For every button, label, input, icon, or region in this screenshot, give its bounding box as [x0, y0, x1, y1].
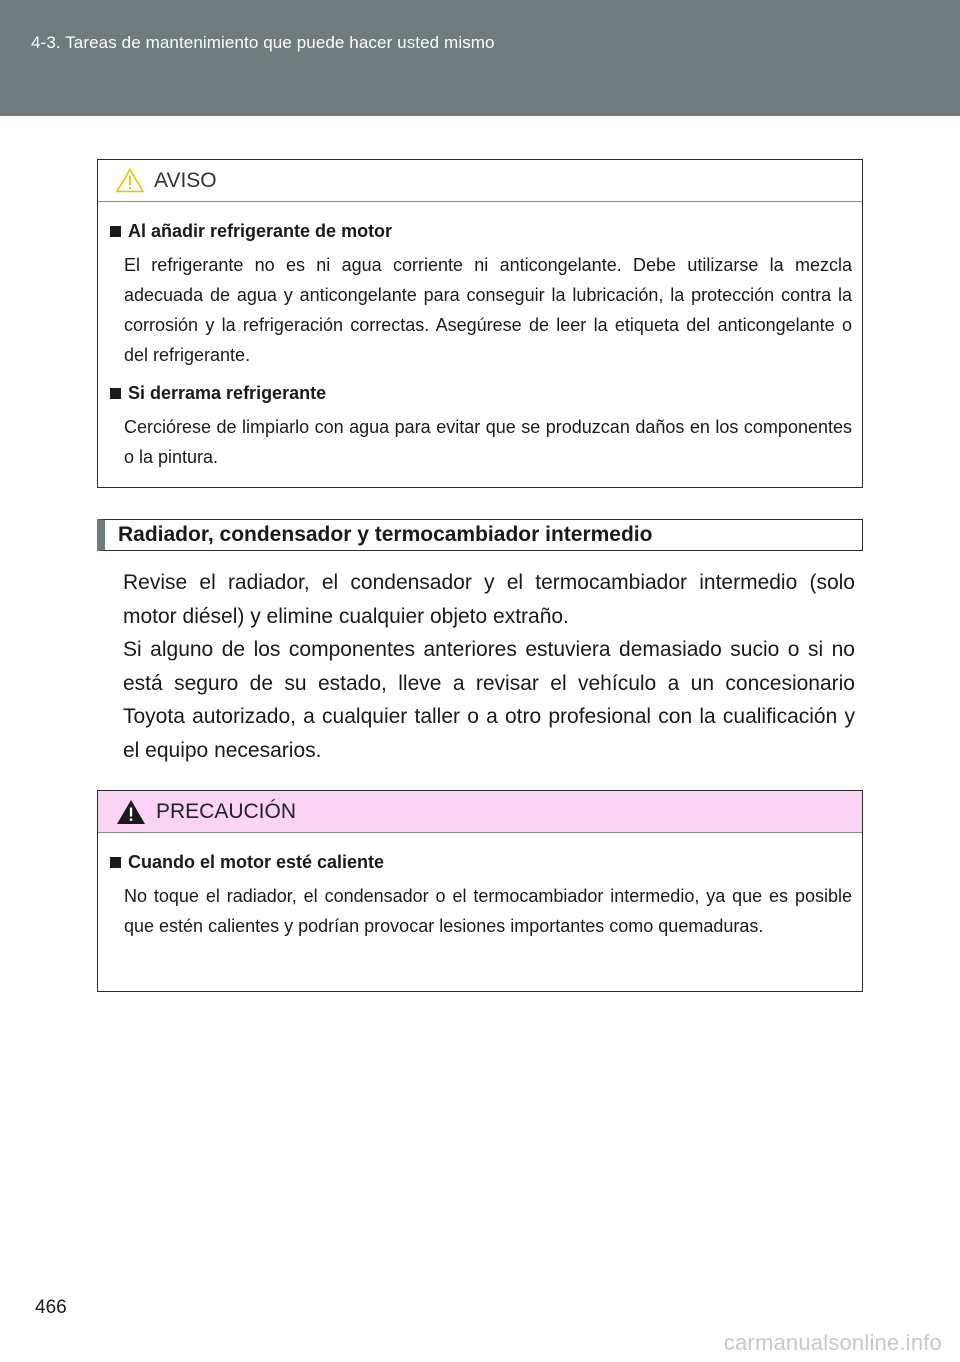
caution-item-title-text: Cuando el motor esté caliente [128, 852, 385, 872]
section-body [123, 566, 855, 767]
notice-label: AVISO [154, 168, 217, 192]
caution-item-text: No toque el radiador, el condensador o el termocambiador intermedio, ya que es posible que estén calientes y podrían provocar lesiones importantes como quemaduras. [124, 886, 852, 936]
section-paragraph: Revise el radiador, el condensador y el termocambiador intermedio (solo motor diésel) y elimine cualquier objeto extraño. [123, 571, 855, 628]
notice-box-body [98, 202, 862, 472]
section-paragraph: Si alguno de los componentes anteriores estuviera demasiado sucio o si no está seguro de su estado, lleve a revisar el vehículo a un concesionario Toyota autorizado, a cualquier taller o a otro profesional con la cualificación y el equipo necesarios. [123, 638, 855, 762]
notice-item-title [108, 380, 852, 406]
notice-box-header [98, 160, 862, 202]
caution-box-header [98, 791, 862, 833]
caution-label: PRECAUCIÓN [156, 799, 297, 823]
caution-box [97, 790, 863, 992]
square-bullet-icon [110, 857, 121, 868]
chapter-title: 4-3. Tareas de mantenimiento que puede hacer usted mismo [31, 33, 495, 52]
notice-item-title-text: Si derrama refrigerante [128, 383, 327, 403]
square-bullet-icon [110, 226, 121, 237]
notice-item-text: Cerciórese de limpiarlo con agua para evitar que se produzcan daños en los componentes o la pintura. [124, 417, 852, 467]
chapter-header-band [0, 0, 960, 116]
page-number: 466 [35, 1297, 67, 1318]
square-bullet-icon [110, 388, 121, 399]
warning-triangle-outline-icon [116, 168, 144, 193]
section-heading: Radiador, condensador y termocambiador intermedio [97, 519, 863, 551]
notice-item-text: El refrigerante no es ni agua corriente ni anticongelante. Debe utilizarse la mezcla adecuada de agua y anticongelante para conseguir la lubricación, la protección contra la corrosión y la refrigeración correctas. Asegúrese de leer la etiqueta del anticongelante o del refrigerante. [124, 255, 852, 365]
warning-triangle-filled-icon [116, 799, 146, 825]
caution-item-title [108, 849, 852, 875]
watermark: carmanualsonline.info [723, 1330, 942, 1355]
notice-item-title-text: Al añadir refrigerante de motor [128, 221, 393, 241]
caution-box-body [98, 833, 862, 941]
notice-item-title [108, 218, 852, 244]
notice-box [97, 159, 863, 488]
